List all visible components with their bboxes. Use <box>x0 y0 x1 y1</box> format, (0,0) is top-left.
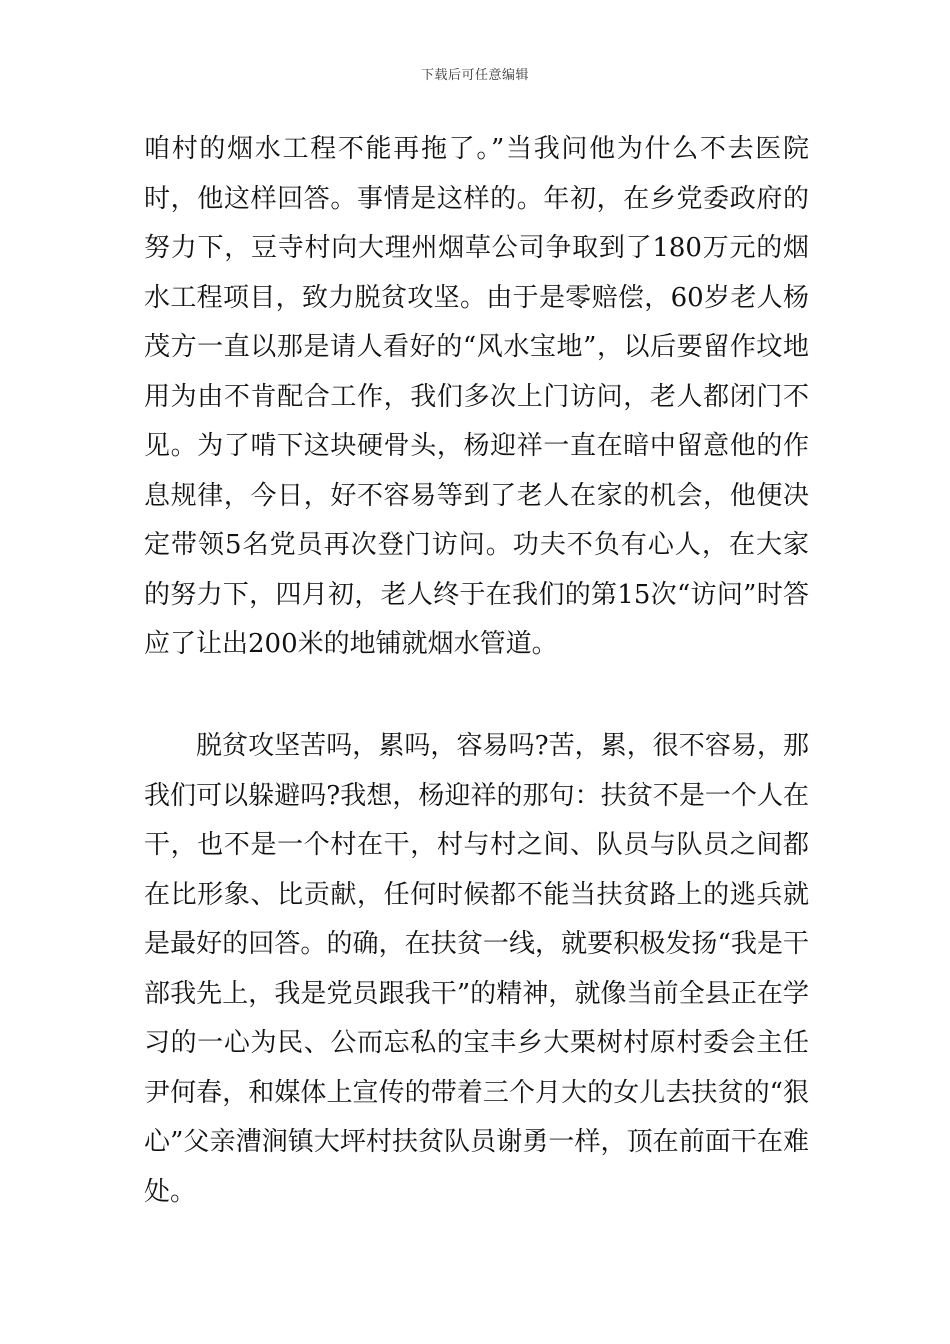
body-paragraph-2: 脱贫攻坚苦吗，累吗，容易吗?苦，累，很不容易，那我们可以躲避吗?我想，杨迎祥的那句：扶贫不是一个人在干，也不是一个村在干，村与村之间、队员与队员之间都在比形象、比贡献，任何时候都不能当扶贫路上的逃兵就是最好的回答。的确，在扶贫一线，就要积极发扬“我是干部我先上，我是党员跟我干”的精神，就像当前全县正在学习的一心为民、公而忘私的宝丰乡大栗树村原村委会主任尹何春，和媒体上宣传的带着三个月大的女儿去扶贫的“狠心”父亲漕涧镇大坪村扶贫队员谢勇一样，顶在前面干在难处。 <box>144 731 809 1207</box>
body-paragraph-1: 咱村的烟水工程不能再拖了。”当我问他为什么不去医院时，他这样回答。事情是这样的。年初，在乡党委政府的努力下，豆寺村向大理州烟草公司争取到了180万元的烟水工程项目，致力脱贫攻坚。由于是零赔偿，60岁老人杨茂方一直以那是请人看好的“风水宝地”，以后要留作坟地用为由不肯配合工作，我们多次上门访问，老人都闭门不见。为了啃下这块硬骨头，杨迎祥一直在暗中留意他的作息规律，今日，好不容易等到了老人在家的机会，他便决定带领5名党员再次登门访问。功夫不负有心人，在大家的努力下，四月初，老人终于在我们的第15次“访问”时答应了让出200米的地铺就烟水管道。 <box>144 134 809 659</box>
header-note: 下载后可任意编辑 <box>420 68 529 83</box>
